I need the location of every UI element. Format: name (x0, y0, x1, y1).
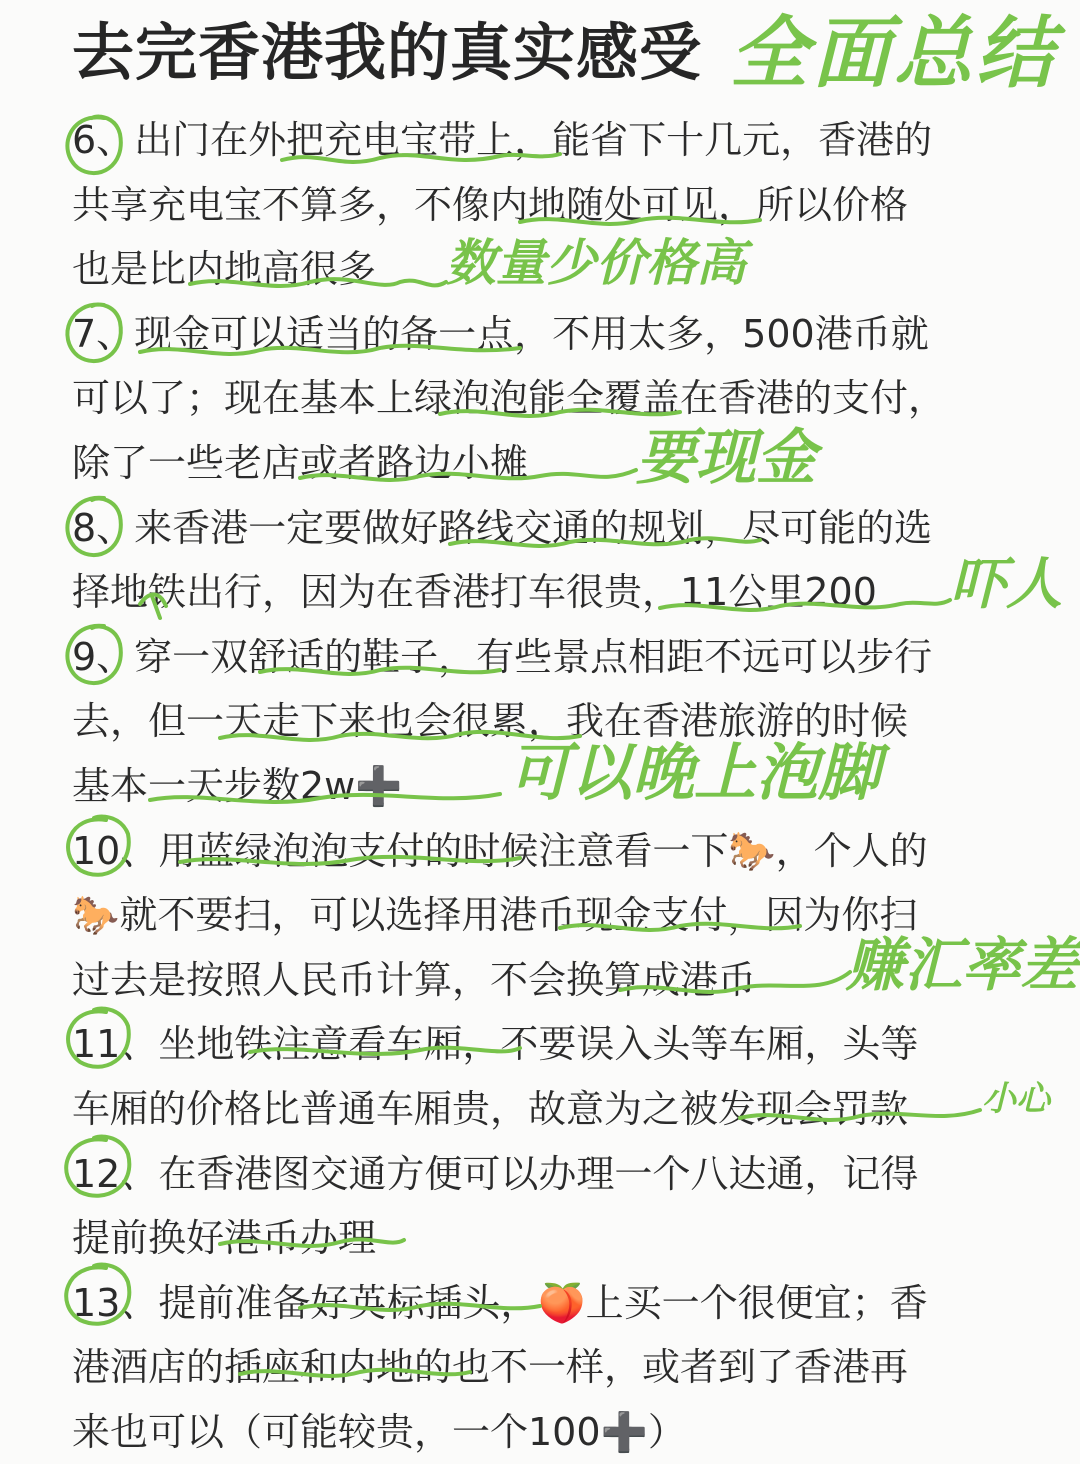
text-line: 车厢的价格比普通车厢贵，故意为之被发现会罚款 (72, 1086, 909, 1131)
text-line: 9、穿一双舒适的鞋子，有些景点相距不远可以步行 (72, 634, 933, 679)
text-line: 11、坐地铁注意看车厢，不要误入头等车厢，头等 (72, 1022, 919, 1067)
text-line: 13、提前准备好英标插头，🍑上买一个很便宜；香 (72, 1280, 928, 1325)
handwritten-note-9: 可以晚上泡脚 (508, 736, 881, 809)
text-line: 过去是按照人民币计算，不会换算成港币 (72, 957, 757, 1002)
title-handwritten-note: 全面总结 (730, 9, 1059, 99)
text-line: 也是比内地高很多 (72, 247, 377, 292)
text-line: 去，但一天走下来也会很累，我在香港旅游的时候 (72, 699, 909, 744)
handwritten-note-7: 要现金 (636, 423, 816, 493)
text-line: 7、现金可以适当的备一点，不用太多，500港币就 (72, 311, 929, 356)
text-line: 可以了；现在基本上绿泡泡能全覆盖在香港的支付， (72, 376, 947, 421)
text-line: 🐎就不要扫，可以选择用港币现金支付，因为你扫 (72, 893, 918, 938)
handwritten-note-8: 吓人 (950, 551, 1062, 617)
text-line: 6、出门在外把充电宝带上，能省下十几元，香港的 (72, 118, 933, 162)
handwritten-note-6: 数量少价格高 (446, 233, 746, 292)
text-line: 港酒店的插座和内地的也不一样，或者到了香港再 (72, 1345, 909, 1390)
text-line: 共享充电宝不算多，不像内地随处可见，所以价格 (72, 182, 909, 227)
text-line: 10、用蓝绿泡泡支付的时候注意看一下🐎，个人的 (72, 828, 928, 873)
text-line: 择地铁出行，因为在香港打车很贵，11公里200 (72, 570, 877, 615)
text-line: 8、来香港一定要做好路线交通的规划，尽可能的选 (72, 505, 933, 550)
text-line: 除了一些老店或者路边小摊 (72, 440, 529, 485)
text-line: 12、在香港图交通方便可以办理一个八达通，记得 (72, 1151, 919, 1196)
page-title: 去完香港我的真实感受 (72, 16, 703, 89)
text-line: 基本一天步数2w➕ (72, 763, 403, 808)
handwritten-note-10: 赚汇率差 (846, 931, 1079, 999)
handwritten-note-11: 小心 (982, 1079, 1050, 1119)
text-line: 来也可以（可能较贵，一个100➕） (72, 1409, 686, 1454)
text-line: 提前换好港币办理 (72, 1216, 377, 1261)
